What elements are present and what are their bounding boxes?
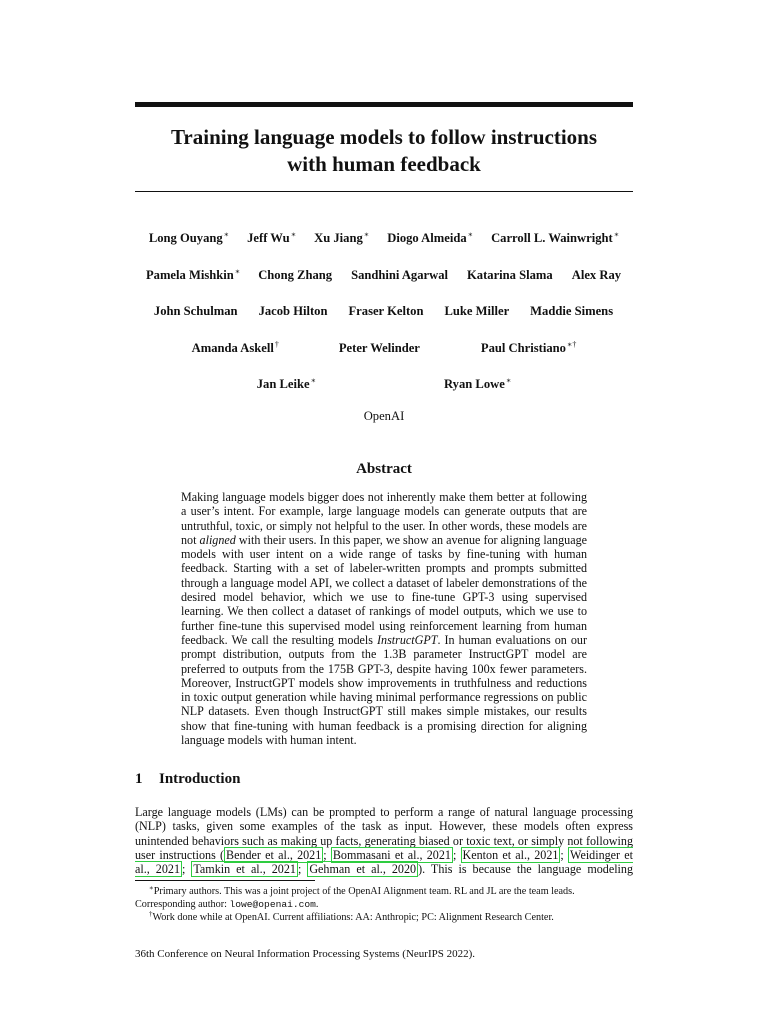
section-heading-introduction (135, 768, 240, 790)
citation-link[interactable]: Tamkin et al., 2021 (193, 862, 296, 877)
author: Carroll L. Wainwright∗ (491, 230, 620, 245)
author: Katarina Slama (467, 268, 553, 282)
venue-footer: 36th Conference on Neural Information Processing Systems (NeurIPS 2022). (135, 948, 476, 960)
emphasis-aligned: aligned (199, 532, 236, 547)
emphasis-instructgpt: InstructGPT (377, 632, 438, 647)
author: Fraser Kelton (348, 304, 424, 318)
abstract-heading: Abstract (356, 461, 412, 477)
author: Xu Jiang∗ (314, 230, 370, 245)
footnote-2: †Work done while at OpenAI. Current affiliations: AA: Anthropic; PC: Alignment Research Center. (149, 910, 554, 923)
paper-title (135, 124, 633, 178)
author-email: lowe@openai.com (229, 899, 316, 910)
author-row-3 (135, 297, 633, 319)
introduction-text: Large language models (LMs) can be prompted to perform a range of natural language processing (NLP) tasks, given some examples of the task as input. However, these models often express unintended behaviors such as making up facts, generating biased or toxic text, or simply not following user instructions ( Bender et al., 2021 ; Bommasani et al., 2021 ; Kenton et al., 2021 ; Weidinger et al., 2021 ; Tamkin et al., 2021 ; Gehman et al., 2020 ). This is because the language modeling (135, 805, 633, 877)
author: John Schulman (153, 304, 238, 318)
author: Jan Leike∗ (256, 376, 317, 391)
title-line-2: with human feedback (287, 152, 481, 176)
author: Diogo Almeida∗ (387, 230, 474, 245)
author-row-5 (135, 370, 633, 392)
author: Paul Christiano∗† (480, 340, 577, 355)
author: Luke Miller (444, 304, 510, 318)
author: Long Ouyang∗ (148, 230, 230, 245)
citation-link[interactable]: Bender et al., 2021 (226, 847, 322, 862)
author: Amanda Askell† (191, 340, 279, 355)
author: Chong Zhang (258, 268, 333, 282)
author: Jacob Hilton (258, 304, 328, 318)
abstract-text: Making language models bigger does not inherently make them better at following a user’s intent. For example, large language models can generate outputs that are untruthful, toxic, or simply not helpful to the user. In other words, these models are not aligned with their users. In this paper, we show an avenue for aligning language models with user intent on a wide range of tasks by fine-tuning with human feedback. Starting with a set of labeler-written prompts and prompts submitted through a language model API, we collect a dataset of labeler demonstrations of the desired model behavior, which we use to fine-tune GPT-3 using supervised learning. We then collect a dataset of rankings of model outputs, which we use to further fine-tune this supervised model using reinforcement learning from human feedback. We call the resulting models InstructGPT. In human evaluations on our prompt distribution, outputs from the 1.3B parameter InstructGPT model are preferred to outputs from the 175B GPT-3, despite having 100x fewer parameters. Moreover, InstructGPT models show improvements in truthfulness and reductions in toxic output generation while having minimal performance regressions on public NLP datasets. Even though InstructGPT still makes simple mistakes, our results show that fine-tuning with human feedback is a promising direction for aligning language models with human intent. (181, 490, 587, 748)
author: Alex Ray (571, 268, 622, 282)
author: Pamela Mishkin∗ (145, 267, 241, 282)
title-bottom-rule (135, 191, 633, 192)
footnote-1: ∗Primary authors. This was a joint project of the OpenAI Alignment team. RL and JL are the team leads. Corresponding author: lowe@openai.com. (135, 884, 575, 910)
affiliation: OpenAI (363, 409, 405, 423)
citation-link[interactable]: Gehman et al., 2020 (309, 862, 417, 877)
author: Maddie Simens (530, 304, 614, 318)
citation-link[interactable]: Weidinger et al., 2021 (135, 847, 633, 877)
author-row-4 (135, 334, 633, 356)
citation-link[interactable]: Bommasani et al., 2021 (332, 847, 451, 862)
section-title: Introduction (159, 771, 241, 787)
author: Jeff Wu∗ (247, 230, 297, 245)
author-row-2 (135, 261, 633, 283)
citation-link[interactable]: Kenton et al., 2021 (462, 847, 559, 862)
title-line-1: Training language models to follow instructions (170, 125, 598, 149)
author-row-1 (135, 224, 633, 246)
author: Sandhini Agarwal (351, 268, 448, 282)
author: Ryan Lowe∗ (444, 376, 512, 391)
footnote-rule (135, 880, 315, 881)
author: Peter Welinder (338, 341, 420, 355)
section-number: 1 (135, 771, 143, 787)
title-top-rule (135, 102, 633, 107)
